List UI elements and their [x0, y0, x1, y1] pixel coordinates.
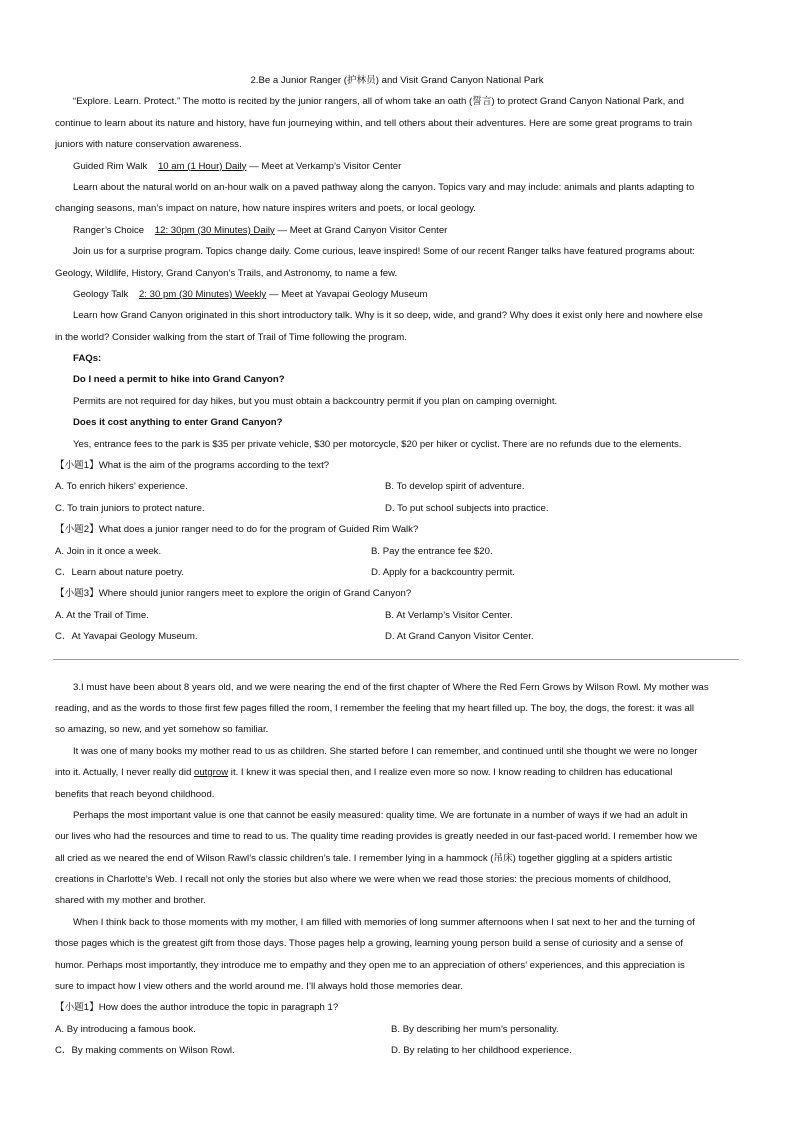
- program-heading: [55, 220, 739, 241]
- faq-heading: FAQs:: [73, 353, 102, 365]
- faq-answer: Yes, entrance fees to the park is $35 per private vehicle, $30 per motorcycle, $20 per hiker or cyclist. There are no refunds due to the elements.: [73, 438, 682, 450]
- intro-line: juniors with nature conservation awareness.: [55, 139, 242, 151]
- program-desc-line: Learn how Grand Canyon originated in this short introductory talk. Why is it so deep, wide, and grand? Why does it exist only here and nowhere else: [73, 310, 703, 322]
- intro-line: “Explore. Learn. Protect.” The motto is recited by the junior rangers, all of whom take an oath (誓言) to protect Grand Canyon National Park, and: [73, 96, 684, 108]
- option-c[interactable]: C．Learn about nature poetry.: [55, 566, 184, 578]
- paragraph-line: shared with my mother and brother.: [55, 895, 206, 907]
- options-row: [55, 605, 739, 626]
- program-time: 2: 30 pm (30 Minutes) Weekly: [138, 288, 267, 300]
- paragraph-line: [55, 762, 739, 783]
- option-c[interactable]: C．At Yavapai Geology Museum.: [55, 631, 198, 643]
- program-name: Ranger’s Choice: [73, 224, 145, 236]
- options-row: [55, 1040, 739, 1061]
- program-desc-line: Learn about the natural world on an-hour walk on a paved pathway along the canyon. Topics vary and may include: animals and plants adapting to: [73, 181, 695, 193]
- option-c[interactable]: C．By making comments on Wilson Rowl.: [55, 1045, 235, 1057]
- paragraph-line: 3.I must have been about 8 years old, and we were nearing the end of the first chapter of Where the Red Fern Grows by Wilson Rowl. My mother was: [73, 681, 709, 693]
- program-heading: [55, 156, 739, 177]
- program-place: — Meet at Yavapai Geology Museum: [266, 288, 428, 300]
- section-divider: [53, 659, 739, 660]
- option-b[interactable]: B. Pay the entrance fee $20.: [371, 545, 493, 557]
- question-stem: 【小题2】What does a junior ranger need to do for the program of Guided Rim Walk?: [55, 524, 419, 536]
- program-time: 10 am (1 Hour) Daily: [157, 160, 247, 172]
- faq-answer: Permits are not required for day hikes, but you must obtain a backcountry permit if you plan on camping overnight.: [73, 395, 558, 407]
- intro-line: continue to learn about its nature and history, have fun journeying within, and tell others about their adventures. Here are some great programs to train: [55, 117, 693, 129]
- paragraph-line: creations in Charlotte’s Web. I recall not only the stories but also where we were when we read those stories: the precious moments of childhood,: [55, 874, 672, 886]
- question-stem: 【小题3】Where should junior rangers meet to explore the origin of Grand Canyon?: [55, 588, 412, 600]
- option-a[interactable]: A. Join in it once a week.: [55, 545, 162, 557]
- options-row: [55, 1019, 739, 1040]
- program-place: — Meet at Verkamp’s Visitor Center: [246, 160, 402, 172]
- program-desc-line: in the world? Consider walking from the start of Trail of Time following the program.: [55, 331, 407, 343]
- paragraph-line: It was one of many books my mother read to us as children. She started before I can remember, and continued until she thought we were no longer: [73, 745, 698, 757]
- paragraph-line: so amazing, so new, and yet somehow so familiar.: [55, 724, 269, 736]
- document-page: [55, 70, 739, 1062]
- faq-question: Do I need a permit to hike into Grand Canyon?: [73, 374, 285, 386]
- program-desc-line: Join us for a surprise program. Topics change daily. Come curious, leave inspired! Some of our recent Ranger talks have featured programs about:: [73, 246, 695, 258]
- question-stem: 【小题1】How does the author introduce the topic in paragraph 1?: [55, 1002, 339, 1014]
- program-desc-line: Geology, Wildlife, History, Grand Canyon’s Trails, and Astronomy, to name a few.: [55, 267, 398, 279]
- paragraph-line: reading, and as the words to those first few pages filled the room, I remember the feeling that my heart filled up. The boy, the dogs, the forest: it was all: [55, 702, 695, 714]
- option-d[interactable]: D. By relating to her childhood experience.: [391, 1045, 572, 1057]
- paragraph-line: all cried as we neared the end of Wilson Rawl’s classic children’s tale. I remember lying in a hammock (吊床) together giggling at a spiders artistic: [55, 852, 673, 864]
- program-name: Guided Rim Walk: [73, 160, 148, 172]
- option-c[interactable]: C. To train juniors to protect nature.: [55, 502, 205, 514]
- question-stem: 【小题1】What is the aim of the programs according to the text?: [55, 460, 330, 472]
- option-d[interactable]: D. At Grand Canyon Visitor Center.: [385, 631, 534, 643]
- paragraph-line: Perhaps the most important value is one that cannot be easily measured: quality time. We are fortunate in a number of ways if we had an adult in: [73, 809, 688, 821]
- program-time: 12: 30pm (30 Minutes) Daily: [154, 224, 275, 236]
- faq-question: Does it cost anything to enter Grand Canyon?: [73, 417, 283, 429]
- paragraph-line: benefits that reach beyond childhood.: [55, 788, 215, 800]
- program-desc-line: changing seasons, man’s impact on nature, how nature inspires writers and poets, or local geology.: [55, 203, 476, 215]
- program-place: — Meet at Grand Canyon Visitor Center: [274, 224, 448, 236]
- program-heading: [55, 284, 739, 305]
- paragraph-line: humor. Perhaps most importantly, they introduce me to empathy and they open me to an appreciation of others’ experiences, and this appreciation is: [55, 959, 685, 971]
- option-a[interactable]: A. By introducing a famous book.: [55, 1023, 196, 1035]
- options-row: [55, 476, 739, 497]
- option-d[interactable]: D. To put school subjects into practice.: [385, 502, 549, 514]
- option-b[interactable]: B. By describing her mum’s personality.: [391, 1023, 559, 1035]
- option-d[interactable]: D. Apply for a backcountry permit.: [371, 566, 515, 578]
- option-a[interactable]: A. At the Trail of Time.: [55, 609, 149, 621]
- program-name: Geology Talk: [73, 288, 129, 300]
- options-row: [55, 498, 739, 519]
- paragraph-line: When I think back to those moments with my mother, I am filled with memories of long summer afternoons when I sat next to her and the turning of: [73, 916, 695, 928]
- options-row: [55, 541, 739, 562]
- paragraph-line: those pages which is the greatest gift from those days. Those pages help a growing, learning young person build a sense of curiosity and a sense of: [55, 938, 684, 950]
- text-run: it. I knew it was special then, and I realize even more so now. I know reading to children has educational: [228, 767, 673, 779]
- text-run: into it. Actually, I never really did: [55, 767, 194, 779]
- underlined-word: outgrow: [194, 767, 229, 779]
- option-a[interactable]: A. To enrich hikers’ experience.: [55, 481, 188, 493]
- paragraph-line: our lives who had the resources and time to read to us. The quality time reading provides is greatly needed in our fast-paced world. I remember how we: [55, 831, 698, 843]
- options-row: [55, 562, 739, 583]
- options-row: [55, 626, 739, 647]
- section-title: 2.Be a Junior Ranger (护林员) and Visit Grand Canyon National Park: [250, 75, 544, 86]
- option-b[interactable]: B. At Verlamp’s Visitor Center.: [385, 609, 513, 621]
- option-b[interactable]: B. To develop spirit of adventure.: [385, 481, 525, 493]
- paragraph-line: sure to impact how I view others and the world around me. I’ll always hold those memories dear.: [55, 981, 463, 993]
